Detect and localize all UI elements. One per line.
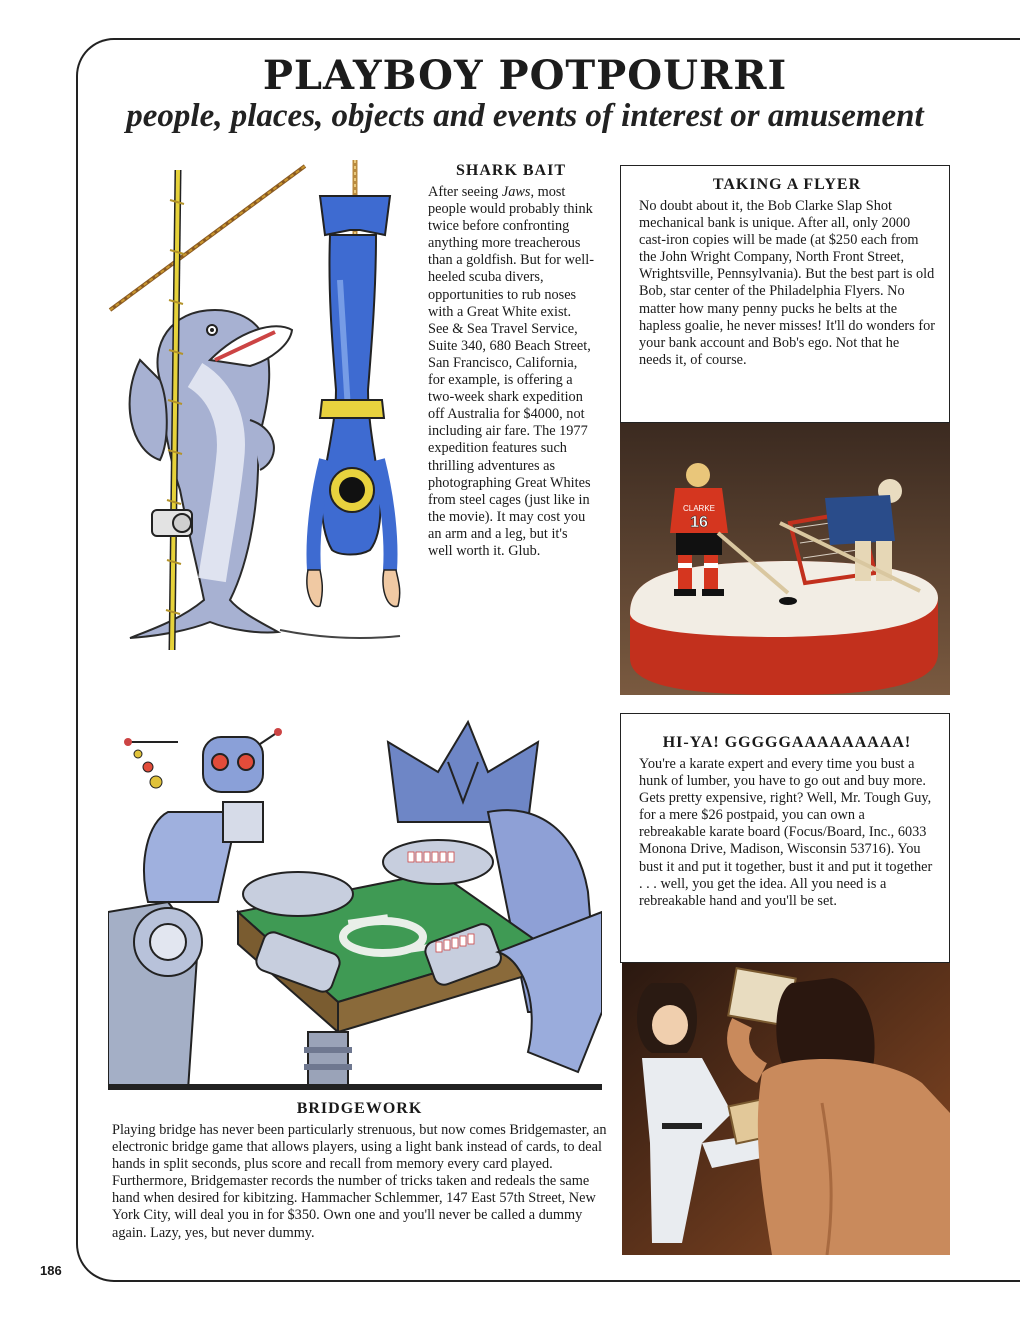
diver-fins bbox=[320, 196, 390, 235]
antenna-tip bbox=[274, 728, 282, 736]
shark-bait-heading: SHARK BAIT bbox=[455, 162, 567, 179]
jersey-name: CLARKE bbox=[682, 504, 716, 513]
shark-illustration bbox=[100, 160, 418, 660]
karate-photo bbox=[622, 963, 950, 1255]
bridge-robots-illustration bbox=[108, 712, 602, 1090]
woman-face bbox=[652, 1005, 688, 1045]
bridgework-heading: BRIDGEWORK bbox=[296, 1100, 423, 1117]
page-subtitle: people, places, objects and events of interest or amusement bbox=[126, 98, 924, 134]
shark-bait-lead: After seeing bbox=[428, 184, 502, 200]
film-title: Jaws bbox=[501, 184, 531, 200]
bridgework-article bbox=[112, 1100, 607, 1242]
diver-hand-right bbox=[383, 570, 400, 607]
shark-bait-text: , most people would probably think twice before confronting anything more treacherous than a goldfish. But for well-heeled scuba divers, opportunities to rub noses with a Great White exist. See & Sea Travel Service, Suite 340, 680 Beach Street, San Francisco, California, for example, is offering a two-week shark expedition off Australia for $4000, not including air fare. The 1977 expedition features such thrilling adventures as photographing Great Whites from steel cages (just like in the movie). It may cost you an arm and a leg, but it's well worth it. Glub. bbox=[428, 184, 594, 559]
page-title: PLAYBOY POTPOURRI bbox=[262, 52, 788, 99]
dive-belt bbox=[320, 400, 384, 418]
goalie-jersey bbox=[825, 495, 895, 545]
taking-a-flyer-body: No doubt about it, the Bob Clarke Slap Shot mechanical bank is unique. After all, only 2000 cast-iron copies will be made (at $250 each from the John Wright Company, North Front Street, Wrightsville, Pennsylvania). But the best part is old Bob, star center of the Philadelphia Flyers. No matter how many penny pucks he belts at the hapless goalie, he never misses! It'll do wonders for your bank account and Bob's ego. Not that he needs it, of course. bbox=[639, 198, 935, 368]
karate-body: You're a karate expert and every time you bust a hunk of lumber, you have to go out and buy more. Gets pretty expensive, right? Well, Mr. Tough Guy, for a mere $26 postpaid, you can own a rebreakable karate board (Focus/Board, Inc., 6033 Monona Drive, Madison, Wisconsin 53716). You bust it and put it together, bust it and put it together . . . well, you get the idea. All you need is a rebreakable hand and you'll be set. bbox=[639, 756, 933, 909]
player-head bbox=[686, 463, 710, 487]
taking-a-flyer-article bbox=[620, 165, 950, 423]
man-back bbox=[758, 1059, 950, 1255]
page-number: 186 bbox=[40, 1263, 62, 1278]
karate-heading: HI-YA! GGGGGAAAAAAAAA! bbox=[662, 734, 912, 751]
jersey-number: 16 bbox=[690, 514, 708, 531]
shark-bait-body bbox=[428, 184, 594, 560]
karate-article bbox=[620, 713, 950, 963]
bridgework-body: Playing bridge has never been particularly strenuous, but now comes Bridgemaster, an electronic bridge game that allows players, using a light bank instead of cards, to deal hands in split seconds, plus score and recall from memory every card played. Furthermore, Bridgemaster records the number of tricks taken and redeals the same hand when desired for kibitzing. Hammacher Schlemmer, 147 East 57th Street, New York City, will deal you in for $350. Own one and you'll never be called a dummy again. Lazy, yes, but never dummy. bbox=[112, 1122, 607, 1241]
hockey-bank-photo bbox=[620, 423, 950, 695]
black-belt bbox=[662, 1123, 702, 1129]
card-panel-left bbox=[243, 872, 353, 916]
taking-a-flyer-heading: TAKING A FLYER bbox=[712, 176, 862, 193]
diver-hand-left bbox=[307, 570, 322, 607]
shark-bait-article bbox=[428, 162, 594, 560]
puck bbox=[779, 597, 797, 605]
